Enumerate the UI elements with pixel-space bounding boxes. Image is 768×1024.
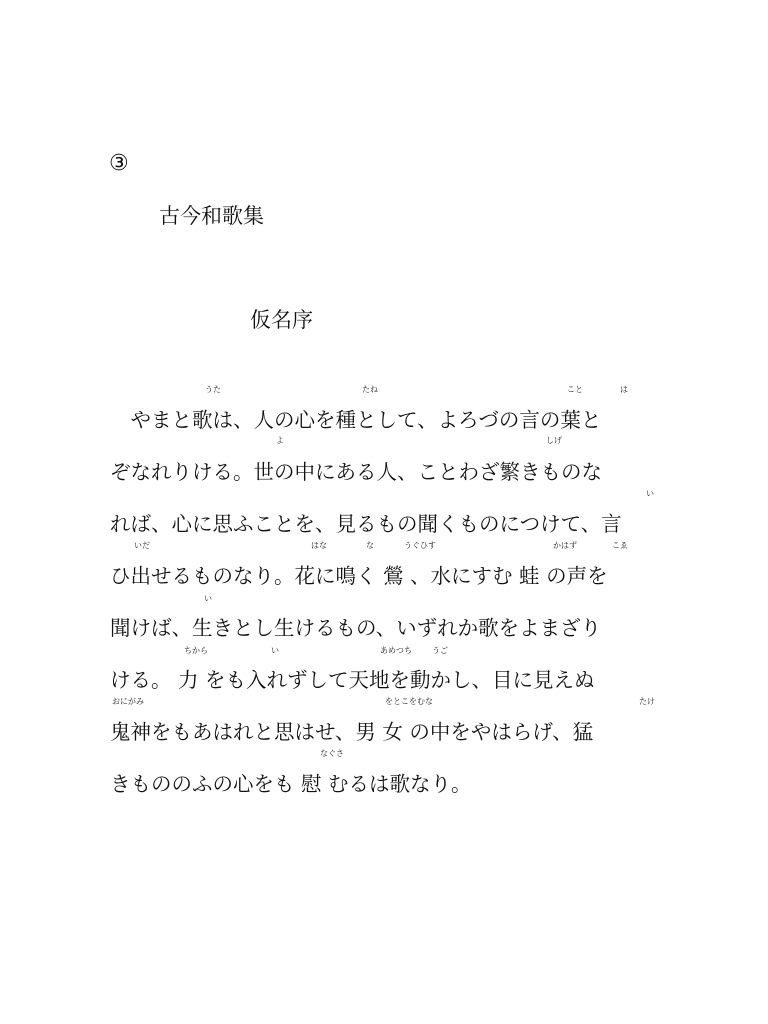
- body-text-line: れば、心に思ふことを、見るもの聞くものにつけて、言: [110, 512, 622, 536]
- body-text-line: ける。 力 をも入れずして天地を動かし、目に見えぬ: [110, 668, 595, 692]
- ruby-annotation: うぐひす: [404, 541, 436, 550]
- body-text-line: 聞けば、生きとし生けるもの、いずれか歌をよまざり: [110, 616, 602, 640]
- ruby-annotation: たけ: [639, 697, 655, 706]
- ruby-annotation: おにがみ: [112, 697, 144, 706]
- ruby-annotation: な: [366, 541, 374, 550]
- ruby-annotation: あめつち: [380, 646, 412, 655]
- ruby-annotation: をとこをむな: [385, 697, 433, 706]
- ruby-annotation: は: [620, 385, 628, 394]
- ruby-annotation: しげ: [546, 436, 562, 445]
- ruby-annotation: はな: [311, 541, 327, 550]
- ruby-annotation: たね: [362, 385, 378, 394]
- section-subtitle: 仮名序: [250, 308, 313, 332]
- ruby-annotation: い: [271, 646, 279, 655]
- page-title: 古今和歌集: [159, 204, 264, 228]
- body-text-line: 鬼神をもあはれと思はせ、男 女 の中をやはらげ、猛: [110, 720, 594, 744]
- ruby-annotation: こゑ: [612, 541, 628, 550]
- ruby-annotation: かはず: [553, 541, 577, 550]
- ruby-annotation: い: [646, 489, 654, 498]
- ruby-annotation: いだ: [134, 541, 150, 550]
- ruby-annotation: こと: [567, 385, 583, 394]
- body-text-line: ぞなれりける。世の中にある人、ことわざ繁きものな: [110, 460, 602, 484]
- body-text-line: ひ出せるものなり。花に鳴く 鶯 、水にすむ 蛙 の声を: [110, 564, 608, 588]
- ruby-annotation: なぐさ: [320, 749, 344, 758]
- ruby-annotation: ちから: [184, 646, 208, 655]
- body-text-line: きもののふの心をも 慰 むるは歌なり。: [110, 772, 472, 796]
- ruby-annotation: い: [204, 594, 212, 603]
- ruby-annotation: うご: [432, 646, 448, 655]
- section-number: ③: [109, 151, 129, 176]
- ruby-annotation: うた: [205, 385, 221, 394]
- ruby-annotation: よ: [276, 436, 284, 445]
- body-text-line: やまと歌は、人の心を種として、よろづの言の葉と: [110, 408, 602, 432]
